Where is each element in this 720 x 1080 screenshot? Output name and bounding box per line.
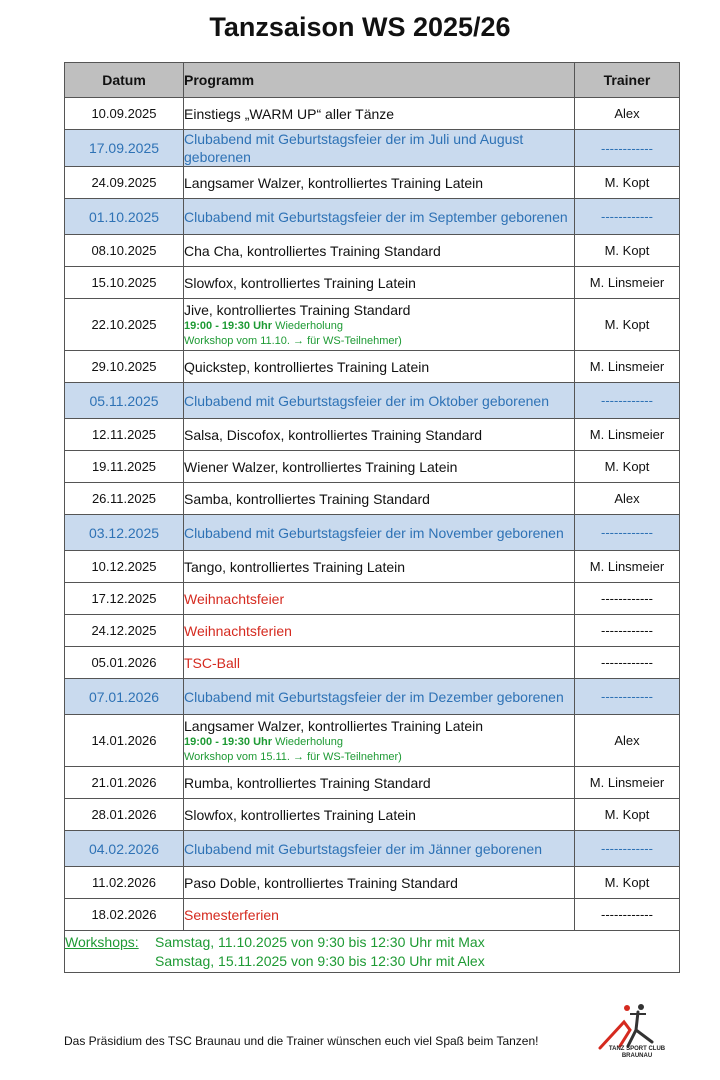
table-row [65,831,680,867]
row-date: 28.01.2026 [65,799,184,831]
row-program: Clubabend mit Geburtstagsfeier der im Jänner geborenen [184,831,575,867]
row-date: 04.02.2026 [65,831,184,867]
row-trainer: ------------ [575,647,680,679]
row-date: 03.12.2025 [65,515,184,551]
row-trainer: M. Linsmeier [575,419,680,451]
header-trainer: Trainer [575,63,680,98]
row-trainer: ------------ [575,679,680,715]
row-program: Einstiegs „WARM UP“ aller Tänze [184,98,575,130]
table-row [65,615,680,647]
table-row [65,130,680,167]
row-program-cell [184,715,575,767]
row-trainer: M. Linsmeier [575,351,680,383]
row-program: Jive, kontrolliertes Training Standard [184,301,411,318]
row-trainer: ------------ [575,199,680,235]
row-trainer: ------------ [575,615,680,647]
row-program: Rumba, kontrolliertes Training Standard [184,767,575,799]
note-text: Wiederholung [272,319,343,332]
row-program: Clubabend mit Geburtstagsfeier der im Oktober geborenen [184,383,575,419]
table-row [65,679,680,715]
table-row [65,451,680,483]
table-row [65,483,680,515]
row-date: 10.12.2025 [65,551,184,583]
table-row [65,867,680,899]
workshops-row [65,931,680,973]
row-program: Quickstep, kontrolliertes Training Latein [184,351,575,383]
row-date: 21.01.2026 [65,767,184,799]
table-header-row [65,63,680,98]
row-program-note-2: Workshop vom 15.11. → für WS-Teilnehmer) [184,750,402,763]
row-trainer: M. Kopt [575,799,680,831]
row-trainer: M. Kopt [575,167,680,199]
row-date: 17.09.2025 [65,130,184,167]
row-date: 29.10.2025 [65,351,184,383]
row-program-note-2: Workshop vom 11.10. → für WS-Teilnehmer) [184,334,402,347]
row-program: Clubabend mit Geburtstagsfeier der im Juli und August geborenen [184,130,575,167]
row-program: Tango, kontrolliertes Training Latein [184,551,575,583]
table-row [65,199,680,235]
row-program: Slowfox, kontrolliertes Training Latein [184,799,575,831]
row-program: TSC-Ball [184,647,575,679]
header-program: Programm [184,63,575,98]
row-trainer: M. Linsmeier [575,267,680,299]
row-trainer: M. Kopt [575,867,680,899]
row-date: 05.11.2025 [65,383,184,419]
closing-greeting: Das Präsidium des TSC Braunau und die Trainer wünschen euch viel Spaß beim Tanzen! [64,1034,539,1048]
note-time: 19:00 - 19:30 Uhr [184,319,273,332]
row-program: Langsamer Walzer, kontrolliertes Training Latein [184,167,575,199]
row-trainer: M. Kopt [575,451,680,483]
table-row [65,267,680,299]
row-date: 17.12.2025 [65,583,184,615]
row-trainer: Alex [575,98,680,130]
row-trainer: Alex [575,483,680,515]
logo-line-2: BRAUNAU [621,1053,653,1059]
row-date: 05.01.2026 [65,647,184,679]
row-program: Weihnachtsfeier [184,583,575,615]
row-trainer: ------------ [575,130,680,167]
row-program: Samba, kontrolliertes Training Standard [184,483,575,515]
table-row [65,551,680,583]
row-date: 10.09.2025 [65,98,184,130]
page-title: Tanzsaison WS 2025/26 [209,12,511,42]
row-date: 26.11.2025 [65,483,184,515]
row-program-note [184,735,574,750]
table-row [65,235,680,267]
row-program: Langsamer Walzer, kontrolliertes Training Latein [184,717,484,734]
row-trainer: Alex [575,715,680,767]
row-program-cell [184,299,575,351]
schedule-table [64,62,680,973]
row-program: Paso Doble, kontrolliertes Training Standard [184,867,575,899]
table-row [65,647,680,679]
row-trainer: ------------ [575,383,680,419]
row-program: Semesterferien [184,899,575,931]
table-row [65,899,680,931]
row-date: 15.10.2025 [65,267,184,299]
table-row [65,167,680,199]
row-program: Weihnachtsferien [184,615,575,647]
row-date: 08.10.2025 [65,235,184,267]
row-date: 24.09.2025 [65,167,184,199]
note-text: Wiederholung [272,735,343,748]
table-row [65,351,680,383]
header-date: Datum [65,63,184,98]
table-row [65,767,680,799]
row-program: Clubabend mit Geburtstagsfeier der im September geborenen [184,199,575,235]
workshops-label: Workshops: [65,933,139,950]
row-date: 18.02.2026 [65,899,184,931]
row-program: Salsa, Discofox, kontrolliertes Training Standard [184,419,575,451]
table-row [65,98,680,130]
table-row [65,715,680,767]
row-trainer: ------------ [575,583,680,615]
table-row [65,383,680,419]
row-trainer: M. Linsmeier [575,551,680,583]
row-date: 12.11.2025 [65,419,184,451]
table-row [65,583,680,615]
row-program: Cha Cha, kontrolliertes Training Standard [184,235,575,267]
table-row [65,515,680,551]
row-program: Clubabend mit Geburtstagsfeier der im November geborenen [184,515,575,551]
row-date: 22.10.2025 [65,299,184,351]
row-program: Wiener Walzer, kontrolliertes Training Latein [184,451,575,483]
row-trainer: M. Linsmeier [575,767,680,799]
row-program-note [184,319,574,334]
row-program: Clubabend mit Geburtstagsfeier der im Dezember geborenen [184,679,575,715]
note-time: 19:00 - 19:30 Uhr [184,735,273,748]
row-date: 24.12.2025 [65,615,184,647]
table-row [65,799,680,831]
row-date: 14.01.2026 [65,715,184,767]
logo-text [594,1046,680,1060]
row-program: Slowfox, kontrolliertes Training Latein [184,267,575,299]
workshops-line-2: Samstag, 15.11.2025 von 9:30 bis 12:30 Uhr mit Alex [155,952,485,969]
row-trainer: M. Kopt [575,299,680,351]
row-trainer: ------------ [575,899,680,931]
workshops-cell [65,931,680,973]
row-date: 07.01.2026 [65,679,184,715]
row-date: 11.02.2026 [65,867,184,899]
workshops-line-1: Samstag, 11.10.2025 von 9:30 bis 12:30 Uhr mit Max [155,933,485,950]
row-date: 19.11.2025 [65,451,184,483]
table-row [65,299,680,351]
row-trainer: ------------ [575,515,680,551]
row-trainer: ------------ [575,831,680,867]
logo-line-1: TANZ SPORT CLUB [608,1046,666,1052]
row-date: 01.10.2025 [65,199,184,235]
table-row [65,419,680,451]
row-trainer: M. Kopt [575,235,680,267]
